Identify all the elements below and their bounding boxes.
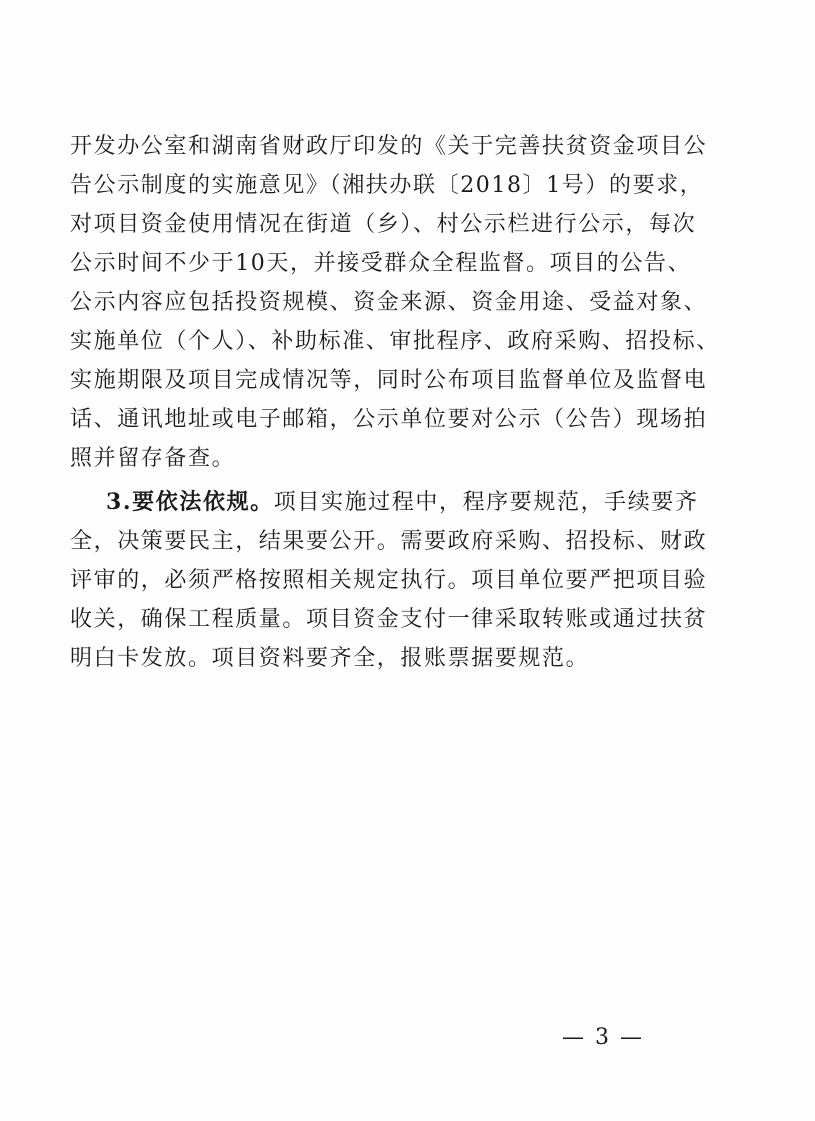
- section-heading: 3.要依法依规。: [106, 489, 274, 515]
- paragraph-2-line: 明白卡发放。项目资料要齐全，报账票据要规范。: [70, 646, 590, 671]
- paragraph-2: [70, 483, 708, 678]
- paragraph-2-line: 评审的，必须严格按照相关规定执行。项目单位要严把项目验: [70, 568, 708, 593]
- paragraph-1-line: 对项目资金使用情况在街道（乡）、村公示栏进行公示，每次: [70, 212, 697, 237]
- paragraph-1-line: 话、通讯地址或电子邮箱，公示单位要对公示（公告）现场拍: [70, 407, 708, 432]
- paragraph-1-line: 照并留存备查。: [70, 446, 236, 471]
- paragraph-1-line: 公示内容应包括投资规模、资金来源、资金用途、受益对象、: [70, 290, 708, 315]
- body-text: [70, 127, 720, 678]
- paragraph-1-line: 公示时间不少于10天，并接受群众全程监督。项目的公告、: [70, 251, 692, 276]
- paragraph-1-line: 开发办公室和湖南省财政厅印发的《关于完善扶贫资金项目公: [70, 134, 708, 159]
- paragraph-1-line: 告公示制度的实施意见》（湘扶办联〔2018〕1号）的要求，: [70, 173, 704, 198]
- paragraph-1-line: 实施单位（个人）、补助标准、审批程序、政府采购、招投标、: [70, 329, 720, 354]
- paragraph-1-line: 实施期限及项目完成情况等，同时公布项目监督单位及监督电: [70, 368, 708, 393]
- paragraph-2-line: 全，决策要民主，结果要公开。需要政府采购、招投标、财政: [70, 529, 708, 554]
- paragraph-2-line: 收关，确保工程质量。项目资金支付一律采取转账或通过扶贫: [70, 607, 708, 632]
- paragraph-1: [70, 127, 720, 478]
- paragraph-2-first-line-text: 项目实施过程中，程序要规范，手续要齐: [273, 490, 699, 515]
- paragraph-2-first-line: [70, 483, 699, 522]
- page-number: — 3 —: [562, 1025, 644, 1050]
